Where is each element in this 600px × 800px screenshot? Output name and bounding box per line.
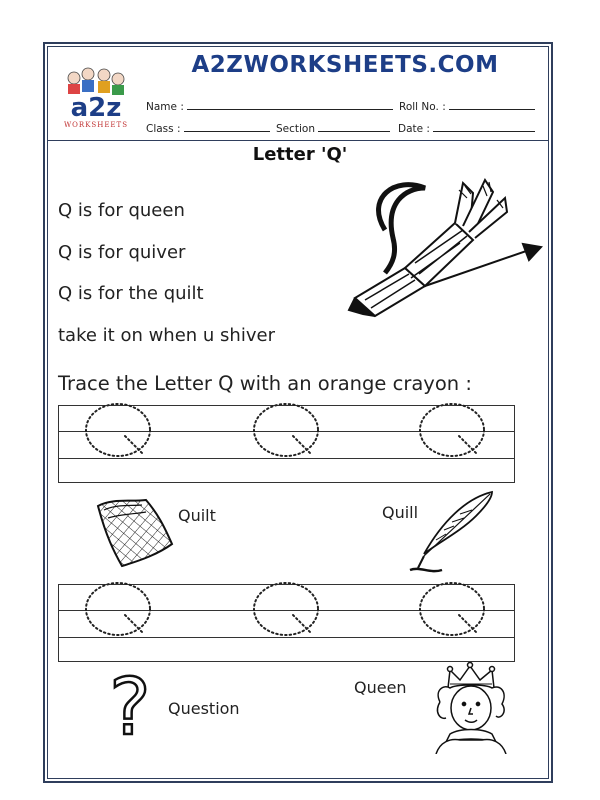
site-title: A2ZWORKSHEETS.COM [191, 52, 499, 78]
trace-letter-q[interactable] [83, 581, 158, 643]
quill-label: Quill [382, 503, 419, 522]
roll-field[interactable] [399, 99, 535, 113]
rhyme-line-3: Q is for the quilt [58, 283, 204, 304]
date-blank[interactable] [433, 121, 535, 132]
name-label: Name : [146, 101, 184, 113]
trace-area-2[interactable] [58, 584, 515, 662]
quilt-label: Quilt [178, 506, 216, 525]
trace-letter-q[interactable] [417, 581, 492, 643]
quill-illustration [406, 488, 498, 576]
svg-text:?: ? [109, 672, 151, 744]
trace-letter-q[interactable] [251, 581, 326, 643]
question-mark-illustration [96, 672, 168, 744]
class-field[interactable] [146, 121, 270, 135]
class-label: Class : [146, 123, 181, 135]
name-blank[interactable] [187, 99, 393, 110]
trace-letter-q[interactable] [83, 402, 158, 464]
date-field[interactable] [398, 121, 535, 135]
worksheet-title: Letter 'Q' [252, 144, 348, 165]
roll-label: Roll No. : [399, 101, 446, 113]
rhyme-line-2: Q is for quiver [58, 242, 186, 263]
svg-text:WORKSHEETS: WORKSHEETS [63, 121, 129, 129]
rhyme-line-1: Q is for queen [58, 200, 185, 221]
rhyme-line-4: take it on when u shiver [58, 325, 275, 346]
trace-letter-q[interactable] [251, 402, 326, 464]
trace-area-1[interactable] [58, 405, 515, 483]
quilt-illustration [92, 496, 176, 570]
queen-illustration [426, 662, 518, 754]
roll-blank[interactable] [449, 99, 535, 110]
trace-letter-q[interactable] [417, 402, 492, 464]
header-divider [47, 140, 549, 141]
svg-text:a2z: a2z [70, 93, 122, 123]
section-label: Section [276, 123, 316, 135]
a2z-logo [56, 64, 136, 130]
name-field[interactable] [146, 99, 393, 113]
date-label: Date : [398, 123, 430, 135]
queen-label: Queen [354, 678, 407, 697]
question-label: Question [168, 699, 240, 718]
section-field[interactable] [276, 121, 390, 135]
class-blank[interactable] [184, 121, 270, 132]
section-blank[interactable] [318, 121, 390, 132]
trace-instruction: Trace the Letter Q with an orange crayon : [58, 372, 472, 395]
quiver-illustration [345, 168, 545, 320]
